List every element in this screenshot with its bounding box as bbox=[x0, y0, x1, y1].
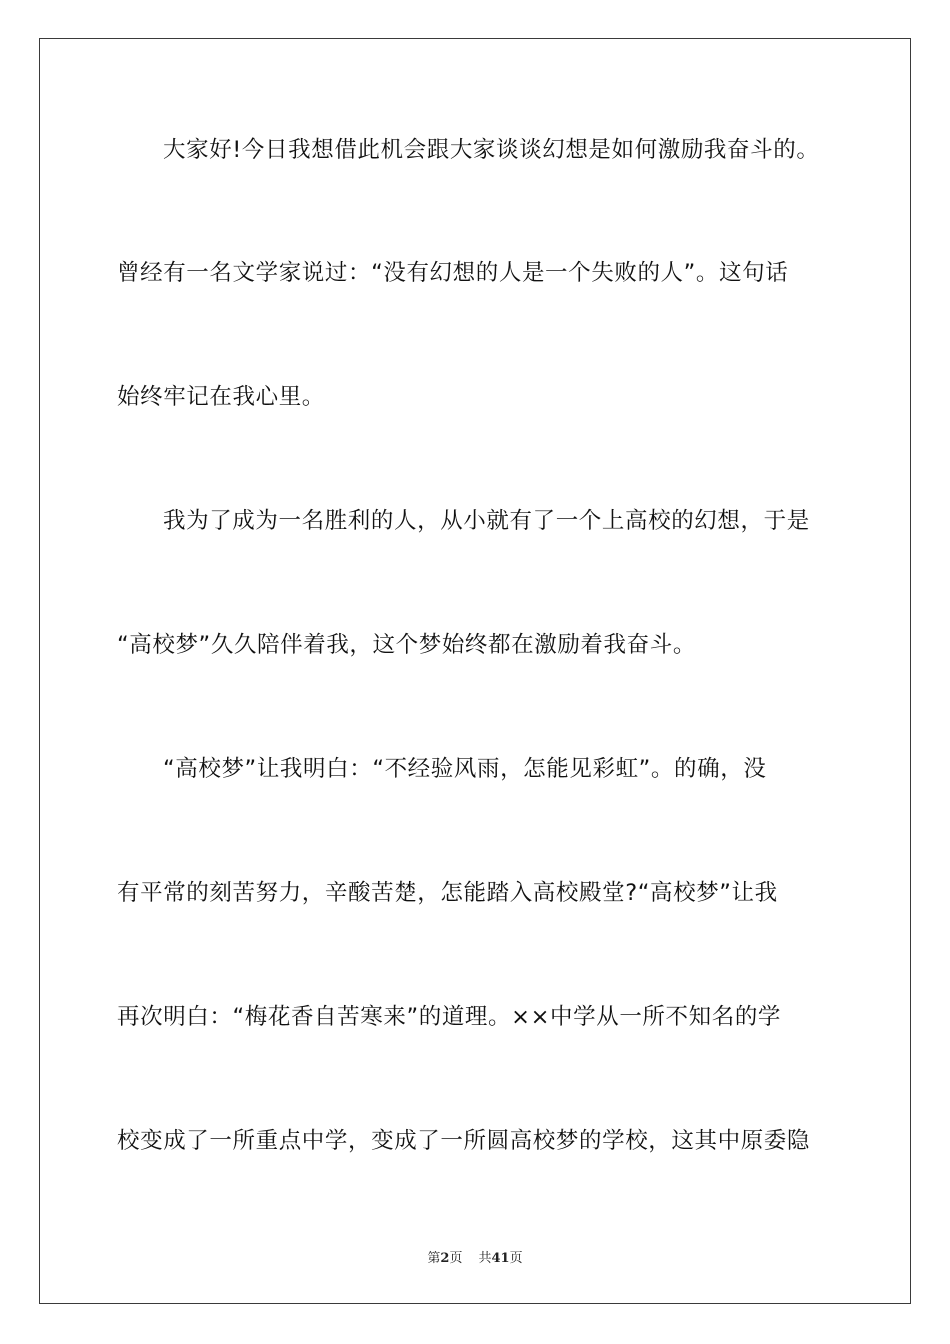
total-prefix: 共 bbox=[478, 1251, 492, 1266]
paragraph-1-line-1: 大家好!今日我想借此机会跟大家谈谈幻想是如何激励我奋斗的。 bbox=[163, 137, 820, 163]
total-pages: 41 bbox=[491, 1251, 510, 1266]
page-footer bbox=[0, 1247, 950, 1266]
paragraph-4-line-3: 再次明白：“梅花香自苦寒来”的道理。××中学从一所不知名的学 bbox=[117, 1004, 782, 1030]
paragraph-4-line-4: 校变成了一所重点中学，变成了一所圆高校梦的学校，这其中原委隐 bbox=[117, 1128, 811, 1154]
paragraph-4-line-2: 有平常的刻苦努力，辛酸苦楚，怎能踏入高校殿堂?“高校梦”让我 bbox=[117, 880, 778, 906]
paragraph-3-line-2: “高校梦”久久陪伴着我，这个梦始终都在激励着我奋斗。 bbox=[117, 632, 696, 658]
page-suffix: 页 bbox=[449, 1251, 463, 1266]
paragraph-3-line-1: 我为了成为一名胜利的人，从小就有了一个上高校的幻想，于是 bbox=[163, 508, 810, 534]
paragraph-4-line-1: “高校梦”让我明白：“不经验风雨，怎能见彩虹”。的确，没 bbox=[163, 756, 767, 782]
page-number: 2 bbox=[440, 1251, 450, 1266]
page-prefix: 第 bbox=[427, 1251, 441, 1266]
total-suffix: 页 bbox=[509, 1251, 523, 1266]
paragraph-2-line-1: 曾经有一名文学家说过：“没有幻想的人是一个失败的人”。这句话 bbox=[117, 260, 789, 286]
paragraph-2-line-2: 始终牢记在我心里。 bbox=[117, 384, 325, 410]
page-border bbox=[39, 38, 911, 1304]
